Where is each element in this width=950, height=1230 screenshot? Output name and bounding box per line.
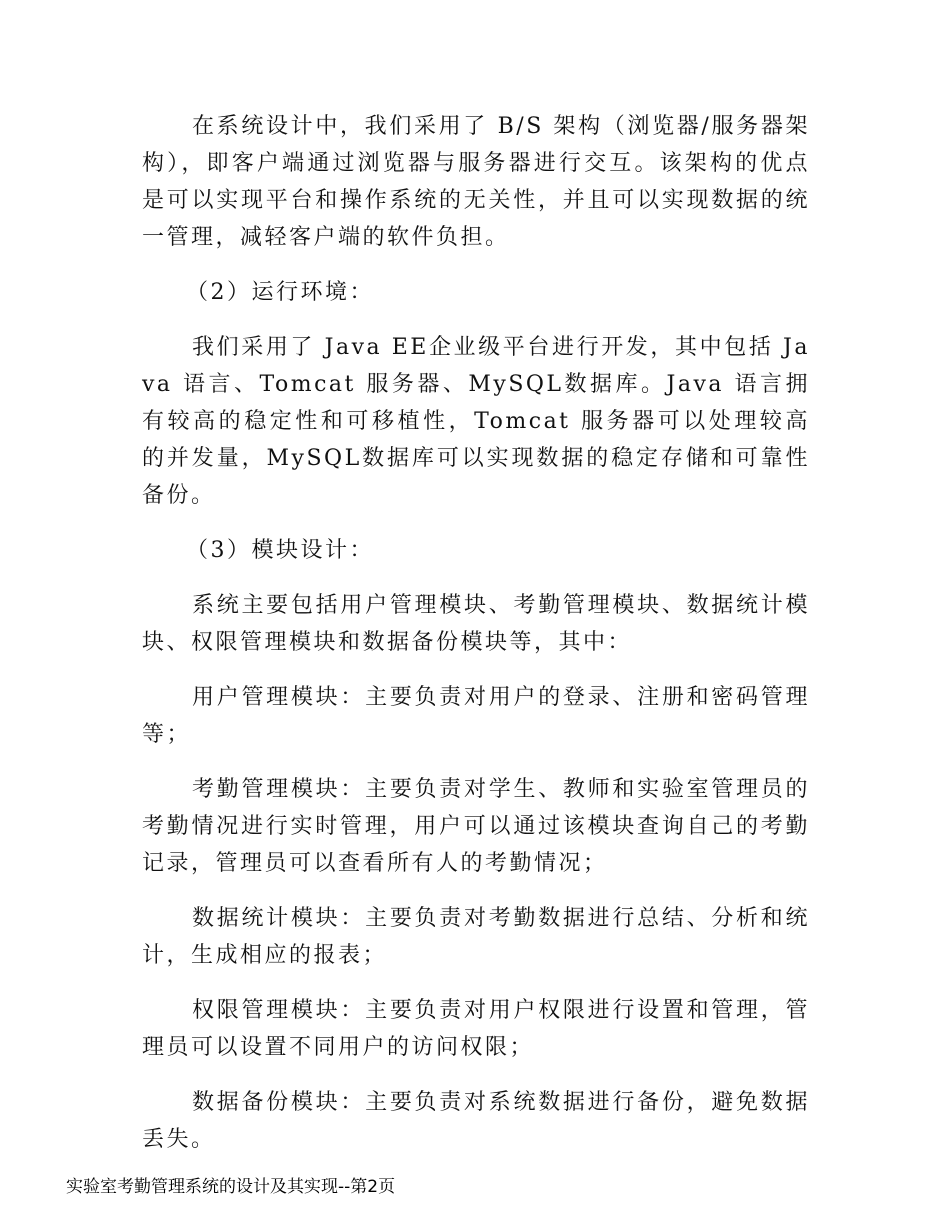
- heading-runtime-environment: （2）运行环境：: [186, 280, 374, 305]
- paragraph-attendance-management: 考勤管理模块：主要负责对学生、教师和实验室管理员的考勤情况进行实时管理，用户可以通过该模块查询自己的考勤记录，管理员可以查看所有人的考勤情况；: [142, 777, 810, 876]
- heading-module-design: （3）模块设计：: [186, 538, 374, 563]
- paragraph-module-overview: 系统主要包括用户管理模块、考勤管理模块、数据统计模块、权限管理模块和数据备份模块等，其中：: [142, 593, 810, 655]
- paragraph-permission-management: 权限管理模块：主要负责对用户权限进行设置和管理，管理员可以设置不同用户的访问权限；: [142, 998, 810, 1060]
- paragraph-data-backup: 数据备份模块：主要负责对系统数据进行备份，避免数据丢失。: [142, 1090, 810, 1152]
- document-body: [142, 108, 810, 1176]
- paragraph-runtime-environment: 我们采用了 Java EE企业级平台进行开发，其中包括 Java 语言、Tomcat 服务器、MySQL数据库。Java 语言拥有较高的稳定性和可移植性，Tomcat 服务器可以处理较高的并发量，MySQL数据库可以实现数据的稳定存储和可靠性备份。: [142, 335, 810, 508]
- paragraph-architecture: 在系统设计中，我们采用了 B/S 架构（浏览器/服务器架构），即客户端通过浏览器与服务器进行交互。该架构的优点是可以实现平台和操作系统的无关性，并且可以实现数据的统一管理，减轻客户端的软件负担。: [142, 114, 810, 250]
- paragraph-data-statistics: 数据统计模块：主要负责对考勤数据进行总结、分析和统计，生成相应的报表；: [142, 906, 810, 968]
- paragraph-user-management: 用户管理模块：主要负责对用户的登录、注册和密码管理等；: [142, 685, 810, 747]
- page-footer: 实验室考勤管理系统的设计及其实现--第2页: [66, 1177, 396, 1197]
